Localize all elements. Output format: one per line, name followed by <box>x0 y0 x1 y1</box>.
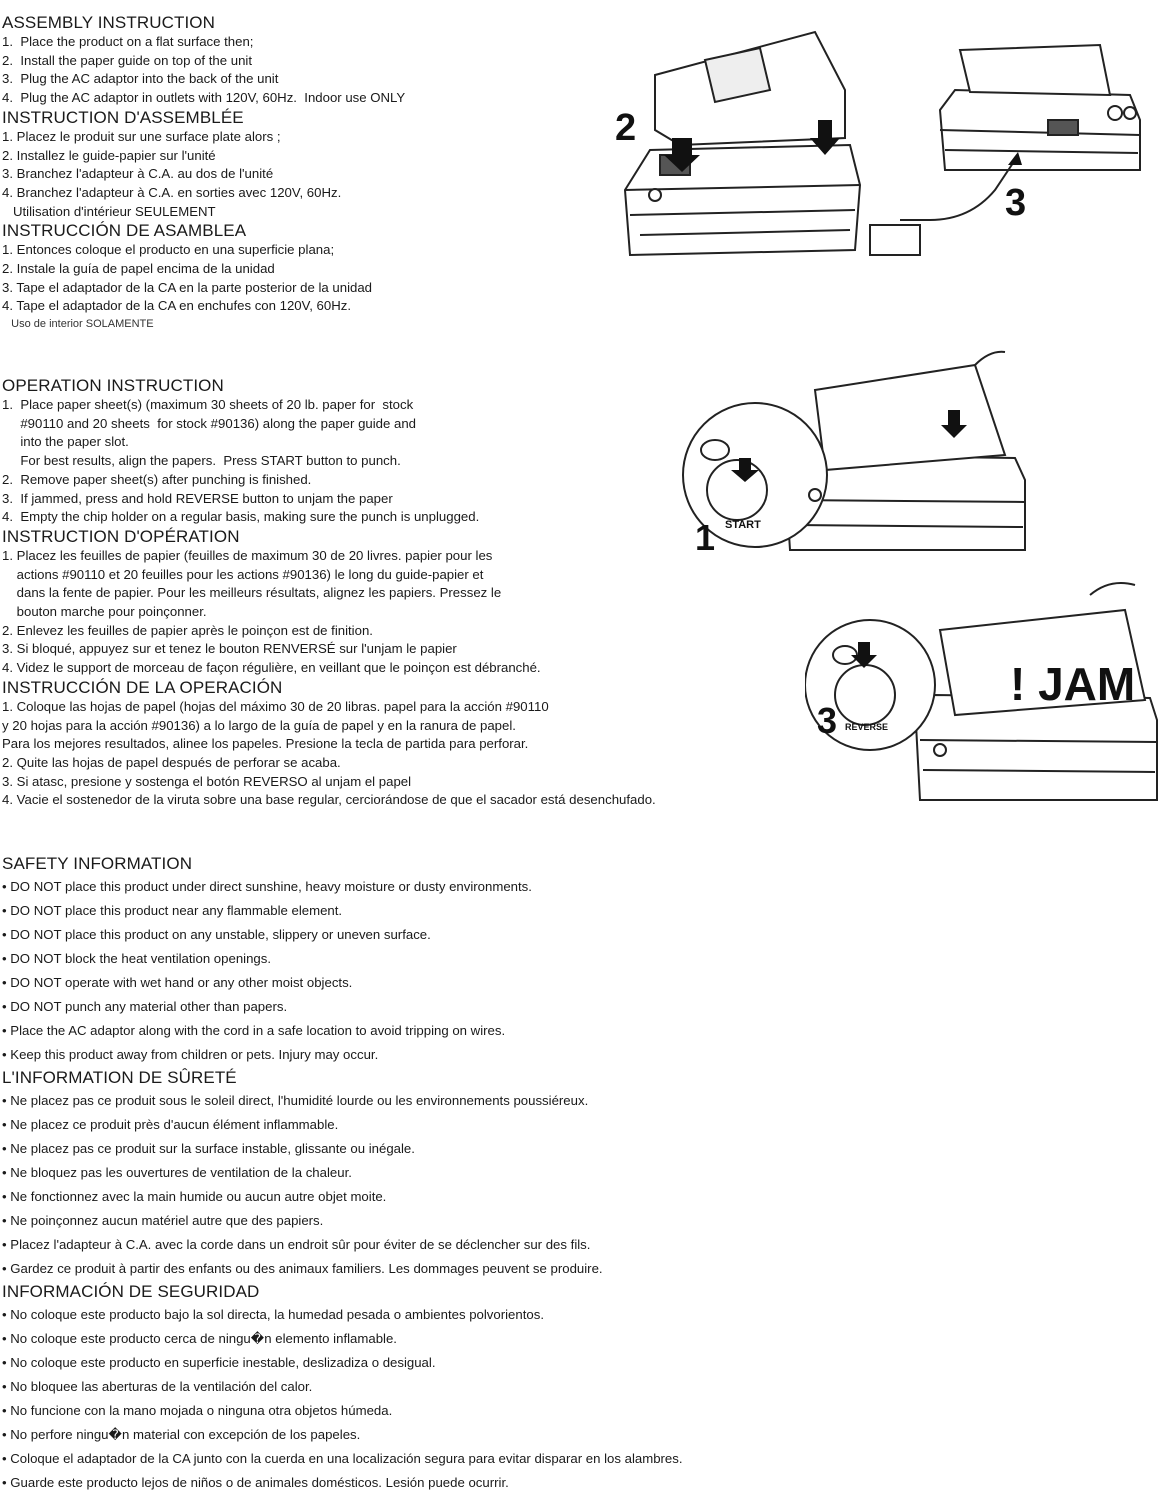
safety-es-item: • Coloque el adaptador de la CA junto con la cuerda en una localización segura para evitar disparar en los alambres. <box>2 1451 683 1466</box>
safety-fr-item: • Ne placez ce produit près d'aucun élément inflammable. <box>2 1117 339 1132</box>
operation-en-line: #90110 and 20 sheets for stock #90136) along the paper guide and <box>2 415 417 431</box>
safety-fr-item: • Ne placez pas ce produit sur la surface instable, glissante ou inégale. <box>2 1141 415 1156</box>
operation-title-en: OPERATION INSTRUCTION <box>2 376 224 395</box>
operation-fr-line: 4. Videz le support de morceau de façon régulière, en veillant que le poinçon est débranché. <box>2 660 541 676</box>
step-3-jam-label: 3 <box>817 700 838 741</box>
safety-fr-item: • Gardez ce produit à partir des enfants ou des animaux familiers. Les dommages peuvent se produire. <box>2 1261 603 1276</box>
safety-en-item: • DO NOT operate with wet hand or any other moist objects. <box>2 975 353 990</box>
operation-en-line: into the paper slot. <box>2 434 129 450</box>
safety-en-item: • DO NOT place this product under direct sunshine, heavy moisture or dusty environments. <box>2 879 532 894</box>
operation-es-line: Para los mejores resultados, alinee los papeles. Presione la tecla de partida para perforar. <box>2 736 529 752</box>
safety-es-item: • No bloquee las aberturas de la ventilación del calor. <box>2 1379 313 1394</box>
safety-fr-item: • Ne poinçonnez aucun matériel autre que des papiers. <box>2 1213 324 1228</box>
operation-fr-line: 1. Placez les feuilles de papier (feuilles de maximum 30 de 20 livres. papier pour les <box>2 547 493 563</box>
operation-fr-line: actions #90110 et 20 feuilles pour les actions #90136) le long du guide-papier et <box>2 566 484 582</box>
safety-en-item: • Keep this product away from children or pets. Injury may occur. <box>2 1047 379 1062</box>
assembly-es-note: Uso de interior SOLAMENTE <box>2 318 154 331</box>
assembly-title-es: INSTRUCCIÓN DE ASAMBLEA <box>2 221 247 241</box>
assembly-fr-line: 2. Installez le guide-papier sur l'unité <box>2 147 216 163</box>
safety-es-item: • No coloque este producto en superficie inestable, deslizadiza o desigual. <box>2 1355 436 1370</box>
safety-fr-item: • Ne bloquez pas les ouvertures de ventilation de la chaleur. <box>2 1165 352 1180</box>
safety-fr-item: • Placez l'adapteur à C.A. avec la corde dans un endroit sûr pour éviter de se déclencher sur des fils. <box>2 1237 591 1252</box>
assembly-fr-line: 1. Placez le produit sur une surface plate alors ; <box>2 128 281 144</box>
operation-en-line: 4. Empty the chip holder on a regular basis, making sure the punch is unplugged. <box>2 509 480 525</box>
operation-en-line: 3. If jammed, press and hold REVERSE button to unjam the paper <box>2 490 393 506</box>
assembly-es-line: 3. Tape el adaptador de la CA en la parte posterior de la unidad <box>2 279 373 295</box>
safety-en-item: • DO NOT punch any material other than papers. <box>2 999 288 1014</box>
jam-label: ! JAM <box>1010 658 1136 710</box>
operation-fr-line: bouton marche pour poinçonner. <box>2 604 207 620</box>
operation-es-line: 4. Vacie el sostenedor de la viruta sobre una base regular, cerciorándose de que el sacador está desenchufado. <box>2 792 656 808</box>
step-2-label: 2 <box>615 107 637 149</box>
operation-fr-line: 2. Enlevez les feuilles de papier après le poinçon est de finition. <box>2 622 373 638</box>
jam-illustration <box>805 570 1165 805</box>
assembly-en-line: 2. Install the paper guide on top of the unit <box>2 52 253 68</box>
safety-section <box>2 853 802 1495</box>
assembly-es-line: 1. Entonces coloque el producto en una superficie plana; <box>2 242 335 258</box>
safety-es-item: • Guarde este producto lejos de niños o de animales domésticos. Lesión puede ocurrir. <box>2 1475 509 1490</box>
operation-fr-line: dans la fente de papier. Pour les meilleurs résultats, alignez les papiers. Pressez le <box>2 585 502 601</box>
operation-en-line: 2. Remove paper sheet(s) after punching is finished. <box>2 471 312 487</box>
step-1-label: 1 <box>695 517 716 558</box>
assembly-es-line: 4. Tape el adaptador de la CA en enchufes con 120V, 60Hz. <box>2 298 351 314</box>
safety-es-item: • No funcione con la mano mojada o ninguna otra objetos húmeda. <box>2 1403 393 1418</box>
operation-es-line: 3. Si atasc, presione y sostenga el botón REVERSO al unjam el papel <box>2 773 412 789</box>
safety-en-item: • DO NOT place this product near any flammable element. <box>2 903 343 918</box>
assembly-en-line: 1. Place the product on a flat surface then; <box>2 34 254 49</box>
reverse-button-label: REVERSE <box>845 722 889 732</box>
assembly-title-en: ASSEMBLY INSTRUCTION <box>2 13 215 32</box>
assembly-title-fr: INSTRUCTION D'ASSEMBLÉE <box>2 107 244 127</box>
safety-fr-item: • Ne fonctionnez avec la main humide ou aucun autre objet moite. <box>2 1189 387 1204</box>
safety-en-item: • DO NOT block the heat ventilation openings. <box>2 951 272 966</box>
operation-es-line: y 20 hojas para la acción #90136) a lo largo de la guía de papel y en la ranura de papel. <box>2 717 516 733</box>
safety-es-item: • No coloque este producto cerca de ningu�n elemento inflamable. <box>2 1331 397 1346</box>
operation-fr-line: 3. Si bloqué, appuyez sur et tenez le bouton RENVERSÉ sur l'unjam le papier <box>2 641 457 657</box>
operation-en-line: 1. Place paper sheet(s) (maximum 30 sheets of 20 lb. paper for stock <box>2 397 414 412</box>
start-button-label: START <box>725 519 761 531</box>
safety-es-item: • No coloque este producto bajo la sol directa, la humedad pesada o ambientes polvorientos. <box>2 1307 544 1322</box>
safety-title-es: INFORMACIÓN DE SEGURIDAD <box>2 1282 260 1301</box>
operation-section <box>2 376 742 810</box>
step-3-label: 3 <box>1005 182 1027 224</box>
safety-title-fr: L'INFORMATION DE SÛRETÉ <box>2 1068 237 1087</box>
operation-es-line: 1. Coloque las hojas de papel (hojas del máximo 30 de 20 libras. papel para la acción #90110 <box>2 698 549 714</box>
safety-title-en: SAFETY INFORMATION <box>2 854 193 873</box>
assembly-illustration <box>610 20 1155 280</box>
operation-es-line: 2. Quite las hojas de papel después de perforar se acaba. <box>2 754 341 770</box>
operation-title-es: INSTRUCCIÓN DE LA OPERACIÓN <box>2 677 283 697</box>
assembly-es-line: 2. Instale la guía de papel encima de la unidad <box>2 261 275 277</box>
assembly-en-line: 4. Plug the AC adaptor in outlets with 120V, 60Hz. Indoor use ONLY <box>2 90 406 106</box>
assembly-fr-line: 3. Branchez l'adapteur à C.A. au dos de l'unité <box>2 166 274 182</box>
assembly-fr-line: Utilisation d'intérieur SEULEMENT <box>2 203 216 219</box>
assembly-en-line: 3. Plug the AC adaptor into the back of the unit <box>2 71 279 87</box>
safety-es-item: • No perfore ningu�n material con excepción de los papeles. <box>2 1427 361 1442</box>
start-illustration <box>675 340 1035 560</box>
safety-en-item: • Place the AC adaptor along with the cord in a safe location to avoid tripping on wires. <box>2 1023 506 1038</box>
safety-en-item: • DO NOT place this product on any unstable, slippery or uneven surface. <box>2 927 431 942</box>
assembly-fr-line: 4. Branchez l'adapteur à C.A. en sorties avec 120V, 60Hz. <box>2 184 342 200</box>
safety-fr-item: • Ne placez pas ce produit sous le soleil direct, l'humidité lourde ou les environnements poussiéreux. <box>2 1093 589 1108</box>
operation-en-line: For best results, align the papers. Press START button to punch. <box>2 453 401 469</box>
operation-title-fr: INSTRUCTION D'OPÉRATION <box>2 526 240 546</box>
